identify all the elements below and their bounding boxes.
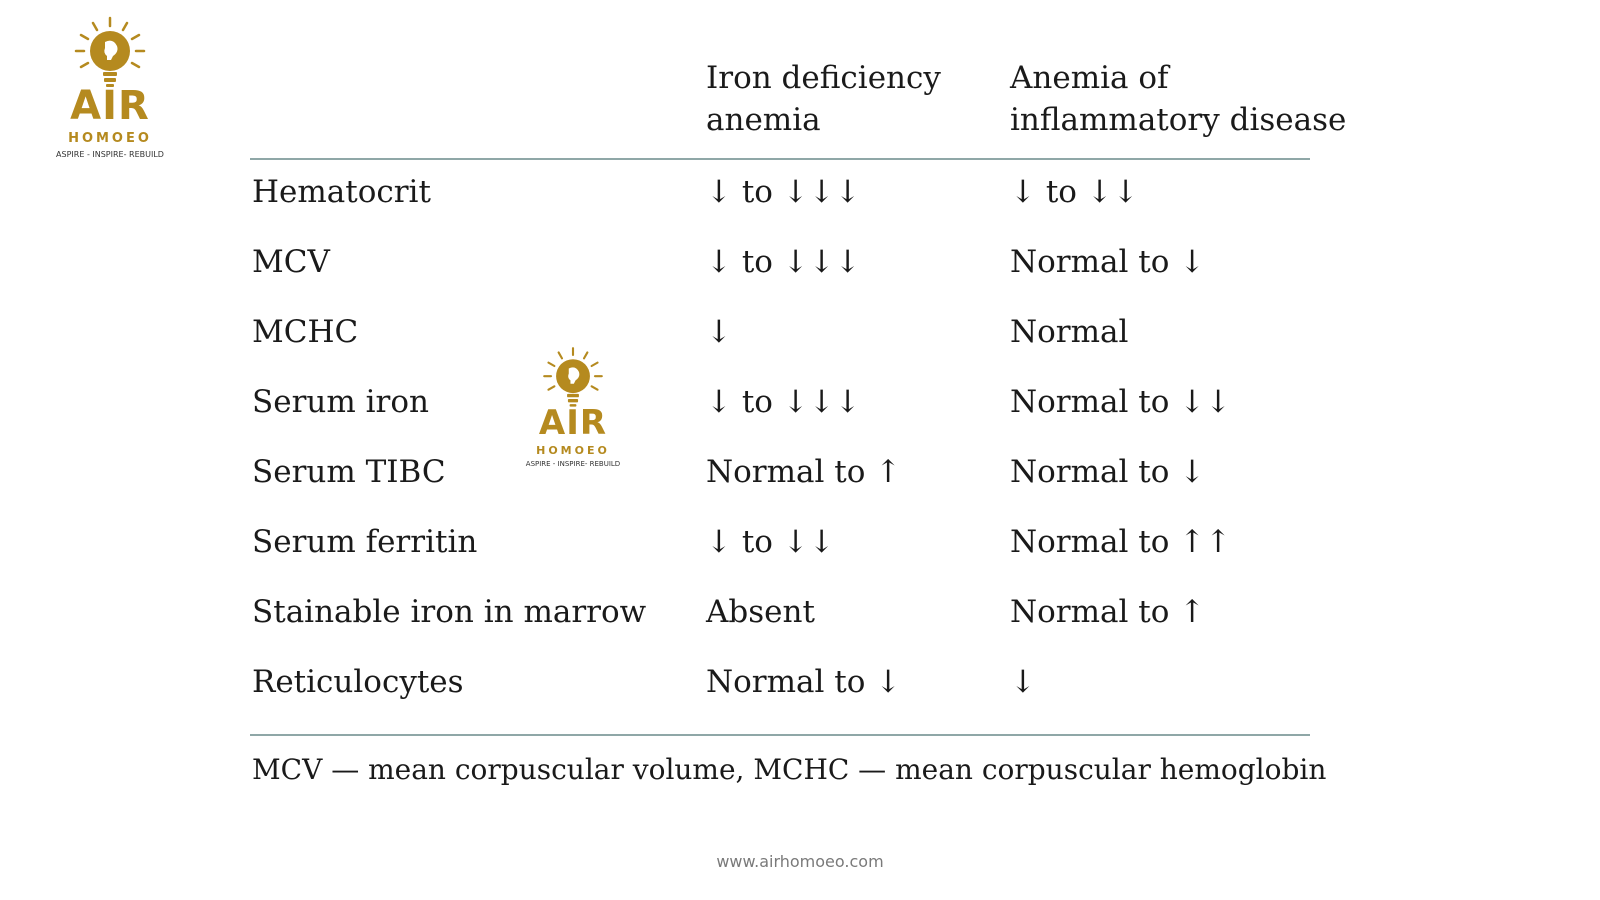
- header-line: Iron deficiency: [706, 60, 941, 96]
- inflammatory-value: ↓: [1010, 664, 1036, 700]
- logo-word: AIR: [538, 403, 608, 443]
- inflammatory-value: Normal to ↓: [1010, 454, 1206, 490]
- row-label: Stainable iron in marrow: [252, 594, 647, 630]
- row-label: Serum ferritin: [252, 524, 478, 560]
- iron-deficiency-value: ↓ to ↓↓↓: [706, 174, 861, 210]
- iron-deficiency-value: ↓ to ↓↓: [706, 524, 835, 560]
- lightbulb-face-icon: [71, 16, 149, 88]
- header-line: anemia: [706, 102, 821, 138]
- logo-word: AIR: [70, 83, 150, 129]
- table-row: [0, 382, 1600, 422]
- header-line: inflammatory disease: [1010, 102, 1347, 138]
- header-line: Anemia of: [1010, 60, 1169, 96]
- inflammatory-value: ↓ to ↓↓: [1010, 174, 1139, 210]
- air-homoeo-watermark: [520, 346, 626, 468]
- table-row: [0, 172, 1600, 212]
- column-header-iron-deficiency: [706, 57, 941, 141]
- row-label: Hematocrit: [252, 174, 431, 210]
- table-row: [0, 662, 1600, 702]
- logo-subtitle: HOMOEO: [68, 131, 152, 146]
- table-row: [0, 592, 1600, 632]
- iron-deficiency-value: ↓: [706, 314, 732, 350]
- website-url: www.airhomoeo.com: [716, 852, 884, 871]
- inflammatory-value: Normal to ↓: [1010, 244, 1206, 280]
- lightbulb-face-icon: [540, 346, 606, 408]
- logo-tagline: ASPIRE - INSPIRE- REBUILD: [56, 150, 164, 159]
- iron-deficiency-value: Absent: [706, 594, 815, 630]
- row-label: Serum iron: [252, 384, 429, 420]
- iron-deficiency-value: Normal to ↑: [706, 454, 902, 490]
- logo-tagline: ASPIRE - INSPIRE- REBUILD: [525, 460, 621, 468]
- table-top-rule: [250, 158, 1310, 160]
- table-row: [0, 242, 1600, 282]
- iron-deficiency-value: ↓ to ↓↓↓: [706, 384, 861, 420]
- iron-deficiency-value: ↓ to ↓↓↓: [706, 244, 861, 280]
- table-row: [0, 522, 1600, 562]
- iron-deficiency-value: Normal to ↓: [706, 664, 902, 700]
- column-header-inflammatory: [1010, 57, 1346, 141]
- row-label: Serum TIBC: [252, 454, 446, 490]
- table-row: [0, 452, 1600, 492]
- inflammatory-value: Normal: [1010, 314, 1129, 350]
- table-bottom-rule: [250, 734, 1310, 736]
- inflammatory-value: Normal to ↑↑: [1010, 524, 1232, 560]
- row-label: MCV: [252, 244, 330, 280]
- table-footnote: MCV — mean corpuscular volume, MCHC — mean corpuscular hemoglobin: [252, 753, 1327, 786]
- air-homoeo-logo: [48, 16, 172, 159]
- inflammatory-value: Normal to ↓↓: [1010, 384, 1232, 420]
- row-label: MCHC: [252, 314, 359, 350]
- row-label: Reticulocytes: [252, 664, 464, 700]
- inflammatory-value: Normal to ↑: [1010, 594, 1206, 630]
- logo-subtitle: HOMOEO: [536, 444, 610, 457]
- table-row: [0, 312, 1600, 352]
